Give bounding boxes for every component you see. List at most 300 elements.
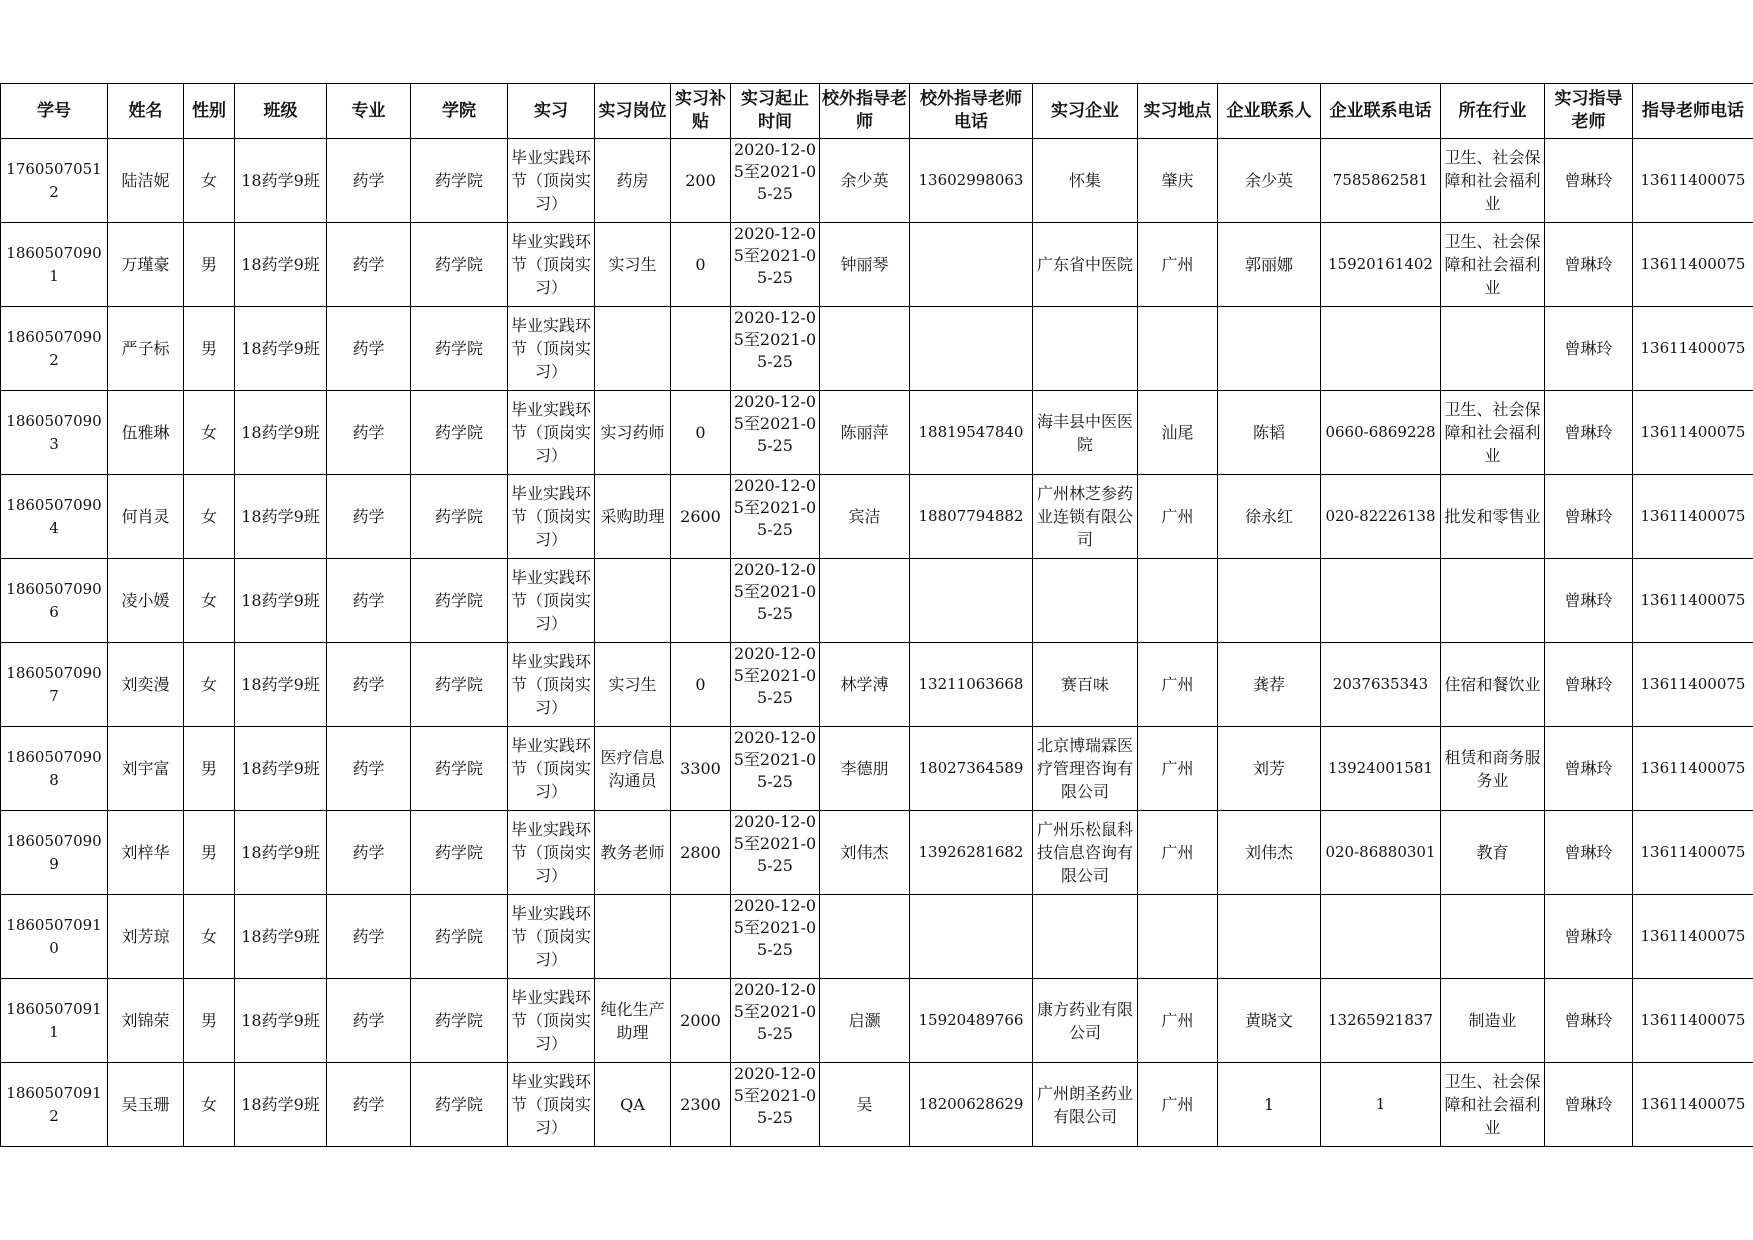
position-value: 实习生: [608, 675, 657, 694]
cell-college: [411, 979, 508, 1063]
company-value: 赛百味: [1060, 675, 1109, 694]
cell-college: [411, 643, 508, 727]
cell-student-id: [1, 1063, 108, 1147]
name-value: 刘梓华: [121, 843, 170, 862]
position-value: 实习生: [608, 255, 657, 274]
header-supervisor: 实习指导老师: [1545, 84, 1633, 139]
gender-value: 女: [200, 591, 217, 610]
cell-class: [235, 139, 327, 223]
company-contact-value: 郭丽娜: [1244, 255, 1293, 274]
position-value: 药房: [616, 171, 649, 190]
cell-period: [731, 895, 820, 979]
student-id-value: 18605070907: [6, 663, 102, 705]
cell-major: [327, 223, 411, 307]
gender-value: 男: [200, 843, 217, 862]
industry-value: 制造业: [1468, 1011, 1517, 1030]
cell-student-id: [1, 979, 108, 1063]
cell-major: [327, 811, 411, 895]
supervisor-phone-value: 13611400075: [1640, 423, 1746, 441]
cell-gender: [184, 223, 235, 307]
cell-company-phone: [1321, 559, 1441, 643]
cell-company-contact: [1218, 559, 1321, 643]
external-mentor-phone-value: 13926281682: [918, 843, 1024, 861]
major-value: 药学: [352, 339, 385, 358]
cell-company-contact: [1218, 811, 1321, 895]
supervisor-phone-value: 13611400075: [1640, 339, 1746, 357]
cell-supervisor-phone: [1633, 1063, 1753, 1147]
college-value: 药学院: [434, 675, 483, 694]
cell-college: [411, 811, 508, 895]
cell-major: [327, 139, 411, 223]
name-value: 刘宇富: [121, 759, 170, 778]
cell-subsidy: [671, 223, 731, 307]
cell-company-phone: [1321, 643, 1441, 727]
cell-company: [1033, 1063, 1138, 1147]
cell-company-phone: [1321, 979, 1441, 1063]
gender-value: 女: [200, 927, 217, 946]
major-value: 药学: [352, 255, 385, 274]
cell-internship: [508, 559, 595, 643]
cell-company-phone: [1321, 475, 1441, 559]
subsidy-value: 0: [695, 675, 706, 694]
cell-internship: [508, 475, 595, 559]
cell-name: [108, 979, 184, 1063]
cell-external-mentor: [820, 391, 910, 475]
industry-value: 批发和零售业: [1444, 507, 1541, 526]
table-row: [1, 727, 1753, 811]
table-row: [1, 307, 1753, 391]
cell-name: [108, 139, 184, 223]
cell-supervisor-phone: [1633, 895, 1753, 979]
cell-major: [327, 727, 411, 811]
class-value: 18药学9班: [241, 591, 320, 610]
cell-internship: [508, 307, 595, 391]
cell-company-contact: [1218, 1063, 1321, 1147]
period-value: 2020-12-05至2021-05-25: [733, 392, 817, 455]
cell-company-phone: [1321, 391, 1441, 475]
college-value: 药学院: [434, 1095, 483, 1114]
cell-industry: [1441, 391, 1545, 475]
cell-gender: [184, 307, 235, 391]
cell-industry: [1441, 811, 1545, 895]
table-row: [1, 559, 1753, 643]
company-phone-value: 1: [1375, 1095, 1386, 1113]
cell-period: [731, 1063, 820, 1147]
cell-location: [1138, 307, 1218, 391]
internship-value: 毕业实践环节（顶岗实习）: [510, 1072, 591, 1137]
cell-company-phone: [1321, 811, 1441, 895]
cell-subsidy: [671, 559, 731, 643]
cell-internship: [508, 727, 595, 811]
position-value: 教务老师: [600, 843, 665, 862]
cell-gender: [184, 727, 235, 811]
cell-class: [235, 223, 327, 307]
major-value: 药学: [352, 423, 385, 442]
subsidy-value: 2600: [680, 507, 721, 526]
student-id-value: 18605070901: [6, 243, 102, 285]
location-value: 广州: [1161, 843, 1194, 862]
header-period: 实习起止时间: [731, 84, 820, 139]
subsidy-value: 2300: [680, 1095, 721, 1114]
company-value: 广州乐松鼠科技信息咨询有限公司: [1036, 820, 1133, 885]
cell-supervisor: [1545, 979, 1633, 1063]
cell-college: [411, 475, 508, 559]
cell-company: [1033, 307, 1138, 391]
period-value: 2020-12-05至2021-05-25: [733, 140, 817, 203]
cell-supervisor: [1545, 727, 1633, 811]
cell-position: [595, 727, 671, 811]
major-value: 药学: [352, 759, 385, 778]
cell-company-contact: [1218, 475, 1321, 559]
cell-external-mentor-phone: [910, 223, 1033, 307]
header-external-mentor-phone: 校外指导老师电话: [910, 84, 1033, 139]
cell-external-mentor: [820, 307, 910, 391]
cell-gender: [184, 391, 235, 475]
company-phone-value: 020-86880301: [1325, 843, 1436, 861]
cell-gender: [184, 811, 235, 895]
cell-position: [595, 307, 671, 391]
industry-value: 住宿和餐饮业: [1444, 675, 1541, 694]
gender-value: 女: [200, 507, 217, 526]
major-value: 药学: [352, 591, 385, 610]
student-id-value: 17605070512: [6, 159, 102, 201]
internship-sheet: [0, 83, 1753, 1147]
cell-student-id: [1, 223, 108, 307]
gender-value: 男: [200, 1011, 217, 1030]
supervisor-phone-value: 13611400075: [1640, 255, 1746, 273]
location-value: 广州: [1161, 507, 1194, 526]
cell-student-id: [1, 727, 108, 811]
cell-position: [595, 223, 671, 307]
external-mentor-value: 启灏: [848, 1011, 881, 1030]
cell-external-mentor: [820, 139, 910, 223]
external-mentor-phone-value: 13602998063: [918, 171, 1024, 189]
name-value: 严子标: [121, 339, 170, 358]
supervisor-phone-value: 13611400075: [1640, 843, 1746, 861]
cell-period: [731, 643, 820, 727]
cell-name: [108, 391, 184, 475]
cell-internship: [508, 979, 595, 1063]
supervisor-value: 曾琳玲: [1564, 759, 1613, 778]
supervisor-value: 曾琳玲: [1564, 1011, 1613, 1030]
student-id-value: 18605070909: [6, 831, 102, 873]
external-mentor-phone-value: 18807794882: [918, 507, 1024, 525]
cell-subsidy: [671, 727, 731, 811]
cell-position: [595, 895, 671, 979]
cell-company: [1033, 391, 1138, 475]
company-phone-value: 15920161402: [1328, 255, 1433, 273]
name-value: 伍雅琳: [121, 423, 170, 442]
position-value: QA: [620, 1095, 645, 1114]
company-value: 北京博瑞霖医疗管理咨询有限公司: [1036, 736, 1133, 801]
cell-subsidy: [671, 475, 731, 559]
company-phone-value: 13924001581: [1328, 759, 1433, 777]
location-value: 广州: [1161, 255, 1194, 274]
supervisor-value: 曾琳玲: [1564, 843, 1613, 862]
cell-company: [1033, 895, 1138, 979]
cell-student-id: [1, 895, 108, 979]
period-value: 2020-12-05至2021-05-25: [733, 644, 817, 707]
name-value: 万瑾豪: [121, 255, 170, 274]
cell-student-id: [1, 475, 108, 559]
internship-value: 毕业实践环节（顶岗实习）: [510, 736, 591, 801]
cell-student-id: [1, 391, 108, 475]
header-major: 专业: [327, 84, 411, 139]
cell-industry: [1441, 559, 1545, 643]
cell-college: [411, 307, 508, 391]
cell-gender: [184, 1063, 235, 1147]
industry-value: 卫生、社会保障和社会福利业: [1444, 400, 1541, 465]
table-body: [1, 139, 1753, 1147]
cell-supervisor-phone: [1633, 811, 1753, 895]
cell-supervisor-phone: [1633, 979, 1753, 1063]
location-value: 广州: [1161, 1011, 1194, 1030]
class-value: 18药学9班: [241, 171, 320, 190]
cell-class: [235, 811, 327, 895]
cell-period: [731, 307, 820, 391]
cell-class: [235, 895, 327, 979]
external-mentor-phone-value: 18200628629: [918, 1095, 1024, 1113]
cell-external-mentor: [820, 643, 910, 727]
cell-company-contact: [1218, 223, 1321, 307]
cell-subsidy: [671, 643, 731, 727]
table-row: [1, 475, 1753, 559]
cell-name: [108, 223, 184, 307]
internship-value: 毕业实践环节（顶岗实习）: [510, 232, 591, 297]
cell-industry: [1441, 223, 1545, 307]
cell-major: [327, 643, 411, 727]
period-value: 2020-12-05至2021-05-25: [733, 896, 817, 959]
company-contact-value: 陈韬: [1252, 423, 1285, 442]
cell-external-mentor-phone: [910, 895, 1033, 979]
college-value: 药学院: [434, 423, 483, 442]
cell-company: [1033, 475, 1138, 559]
cell-college: [411, 895, 508, 979]
cell-company-phone: [1321, 223, 1441, 307]
cell-supervisor: [1545, 223, 1633, 307]
company-phone-value: 020-82226138: [1325, 507, 1436, 525]
external-mentor-value: 余少英: [840, 171, 889, 190]
cell-external-mentor-phone: [910, 979, 1033, 1063]
supervisor-value: 曾琳玲: [1564, 339, 1613, 358]
college-value: 药学院: [434, 927, 483, 946]
external-mentor-phone-value: 13211063668: [918, 675, 1024, 693]
cell-location: [1138, 559, 1218, 643]
supervisor-value: 曾琳玲: [1564, 171, 1613, 190]
cell-class: [235, 643, 327, 727]
header-college: 学院: [411, 84, 508, 139]
internship-value: 毕业实践环节（顶岗实习）: [510, 988, 591, 1053]
header-company: 实习企业: [1033, 84, 1138, 139]
college-value: 药学院: [434, 339, 483, 358]
cell-internship: [508, 391, 595, 475]
major-value: 药学: [352, 927, 385, 946]
header-industry: 所在行业: [1441, 84, 1545, 139]
cell-company-contact: [1218, 979, 1321, 1063]
name-value: 刘奕漫: [121, 675, 170, 694]
table-row: [1, 139, 1753, 223]
cell-major: [327, 979, 411, 1063]
company-contact-value: 刘伟杰: [1244, 843, 1293, 862]
cell-internship: [508, 139, 595, 223]
cell-location: [1138, 979, 1218, 1063]
student-id-value: 18605070906: [6, 579, 102, 621]
gender-value: 女: [200, 675, 217, 694]
supervisor-phone-value: 13611400075: [1640, 1095, 1746, 1113]
cell-class: [235, 307, 327, 391]
period-value: 2020-12-05至2021-05-25: [733, 1064, 817, 1127]
cell-class: [235, 979, 327, 1063]
location-value: 广州: [1161, 759, 1194, 778]
cell-college: [411, 223, 508, 307]
cell-period: [731, 559, 820, 643]
period-value: 2020-12-05至2021-05-25: [733, 980, 817, 1043]
header-gender: 性别: [184, 84, 235, 139]
cell-supervisor: [1545, 1063, 1633, 1147]
external-mentor-value: 李德朋: [840, 759, 889, 778]
cell-subsidy: [671, 895, 731, 979]
location-value: 广州: [1161, 1095, 1194, 1114]
supervisor-phone-value: 13611400075: [1640, 927, 1746, 945]
cell-major: [327, 391, 411, 475]
cell-external-mentor: [820, 727, 910, 811]
cell-period: [731, 223, 820, 307]
cell-company-contact: [1218, 727, 1321, 811]
table-row: [1, 895, 1753, 979]
internship-value: 毕业实践环节（顶岗实习）: [510, 484, 591, 549]
cell-major: [327, 1063, 411, 1147]
period-value: 2020-12-05至2021-05-25: [733, 560, 817, 623]
cell-external-mentor: [820, 475, 910, 559]
cell-industry: [1441, 727, 1545, 811]
class-value: 18药学9班: [241, 1011, 320, 1030]
company-value: 海丰县中医医院: [1036, 411, 1133, 454]
gender-value: 男: [200, 339, 217, 358]
cell-location: [1138, 895, 1218, 979]
cell-name: [108, 727, 184, 811]
college-value: 药学院: [434, 507, 483, 526]
cell-company: [1033, 979, 1138, 1063]
student-id-value: 18605070911: [6, 999, 102, 1041]
company-contact-value: 龚荐: [1252, 675, 1285, 694]
cell-supervisor: [1545, 475, 1633, 559]
college-value: 药学院: [434, 591, 483, 610]
cell-supervisor-phone: [1633, 643, 1753, 727]
cell-internship: [508, 223, 595, 307]
table-header: [1, 84, 1753, 139]
company-contact-value: 刘芳: [1252, 759, 1285, 778]
company-contact-value: 黄晓文: [1244, 1011, 1293, 1030]
company-value: 广州朗圣药业有限公司: [1036, 1083, 1133, 1126]
cell-supervisor: [1545, 643, 1633, 727]
table-row: [1, 391, 1753, 475]
cell-major: [327, 895, 411, 979]
cell-external-mentor: [820, 1063, 910, 1147]
external-mentor-value: 宾洁: [848, 507, 881, 526]
period-value: 2020-12-05至2021-05-25: [733, 308, 817, 371]
cell-supervisor: [1545, 895, 1633, 979]
cell-supervisor-phone: [1633, 559, 1753, 643]
cell-external-mentor-phone: [910, 643, 1033, 727]
college-value: 药学院: [434, 255, 483, 274]
class-value: 18药学9班: [241, 759, 320, 778]
location-value: 广州: [1161, 675, 1194, 694]
cell-supervisor-phone: [1633, 139, 1753, 223]
cell-company-contact: [1218, 391, 1321, 475]
period-value: 2020-12-05至2021-05-25: [733, 728, 817, 791]
cell-industry: [1441, 475, 1545, 559]
supervisor-phone-value: 13611400075: [1640, 675, 1746, 693]
supervisor-value: 曾琳玲: [1564, 675, 1613, 694]
cell-company-phone: [1321, 139, 1441, 223]
cell-company: [1033, 139, 1138, 223]
cell-internship: [508, 811, 595, 895]
company-phone-value: 0660-6869228: [1325, 423, 1436, 441]
major-value: 药学: [352, 171, 385, 190]
cell-company: [1033, 559, 1138, 643]
cell-supervisor: [1545, 811, 1633, 895]
cell-subsidy: [671, 979, 731, 1063]
cell-gender: [184, 979, 235, 1063]
cell-gender: [184, 139, 235, 223]
cell-class: [235, 391, 327, 475]
supervisor-value: 曾琳玲: [1564, 507, 1613, 526]
header-external-mentor: 校外指导老师: [820, 84, 910, 139]
cell-external-mentor-phone: [910, 727, 1033, 811]
cell-location: [1138, 811, 1218, 895]
supervisor-phone-value: 13611400075: [1640, 507, 1746, 525]
cell-class: [235, 727, 327, 811]
cell-company-contact: [1218, 895, 1321, 979]
internship-table: [0, 83, 1753, 1147]
cell-location: [1138, 223, 1218, 307]
cell-college: [411, 727, 508, 811]
internship-value: 毕业实践环节（顶岗实习）: [510, 148, 591, 213]
cell-company-contact: [1218, 643, 1321, 727]
industry-value: 教育: [1476, 843, 1509, 862]
cell-external-mentor-phone: [910, 139, 1033, 223]
industry-value: 租赁和商务服务业: [1444, 747, 1541, 790]
cell-position: [595, 643, 671, 727]
name-value: 凌小媛: [121, 591, 170, 610]
name-value: 陆洁妮: [121, 171, 170, 190]
period-value: 2020-12-05至2021-05-25: [733, 476, 817, 539]
cell-position: [595, 391, 671, 475]
cell-company-phone: [1321, 895, 1441, 979]
major-value: 药学: [352, 1095, 385, 1114]
cell-class: [235, 475, 327, 559]
cell-external-mentor: [820, 979, 910, 1063]
cell-company: [1033, 811, 1138, 895]
company-phone-value: 13265921837: [1328, 1011, 1433, 1029]
subsidy-value: 3300: [680, 759, 721, 778]
location-value: 汕尾: [1161, 423, 1194, 442]
cell-company: [1033, 223, 1138, 307]
college-value: 药学院: [434, 171, 483, 190]
cell-company-contact: [1218, 139, 1321, 223]
cell-industry: [1441, 895, 1545, 979]
major-value: 药学: [352, 843, 385, 862]
cell-company: [1033, 643, 1138, 727]
name-value: 刘芳琼: [121, 927, 170, 946]
cell-period: [731, 475, 820, 559]
cell-external-mentor: [820, 811, 910, 895]
external-mentor-value: 钟丽琴: [840, 255, 889, 274]
cell-internship: [508, 1063, 595, 1147]
cell-company: [1033, 727, 1138, 811]
cell-period: [731, 979, 820, 1063]
position-value: 采购助理: [600, 507, 665, 526]
